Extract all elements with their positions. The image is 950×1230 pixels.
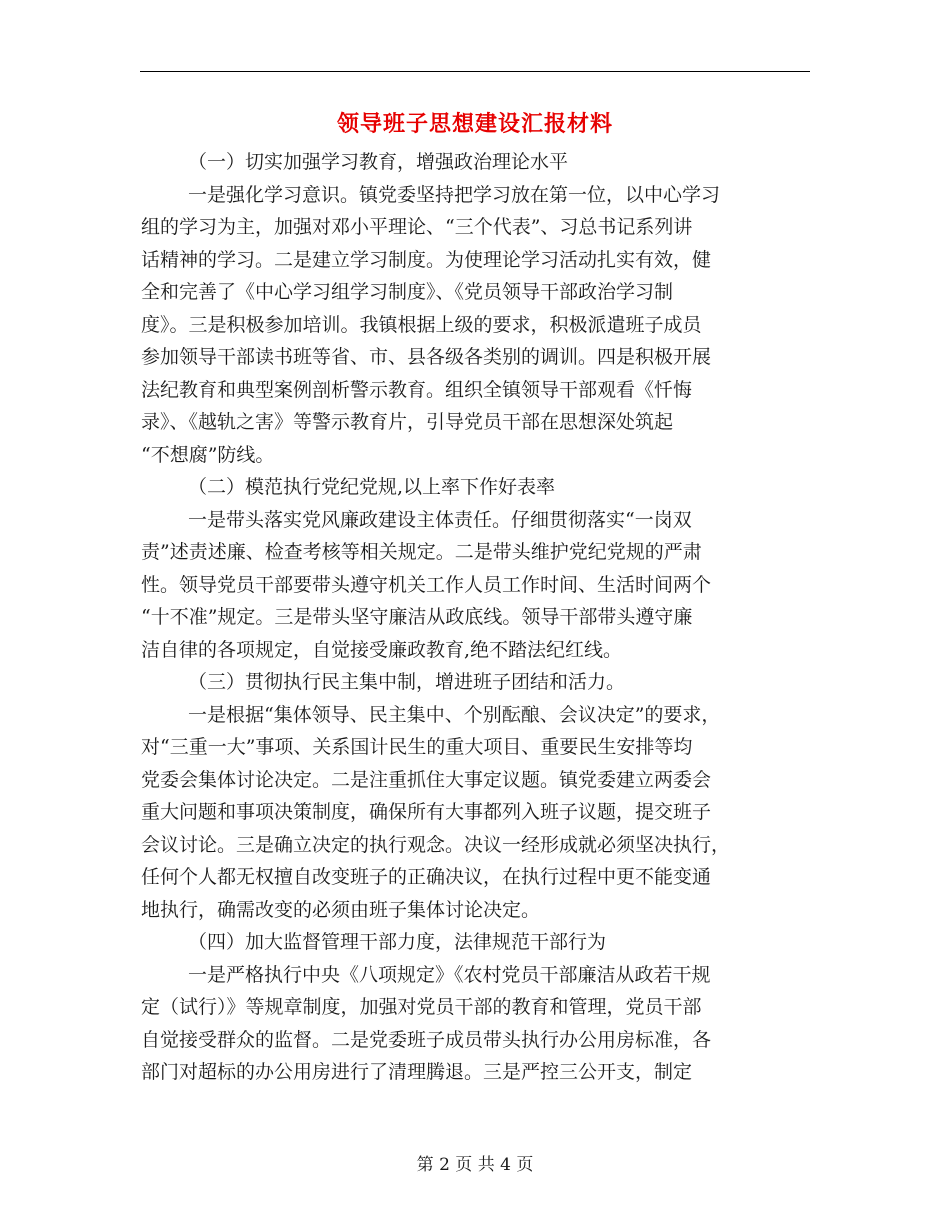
- text-line: 话精神的学习。二是建立学习制度。为使理论学习活动扎实有效，健: [141, 248, 712, 271]
- text-line: 会议讨论。三是确立决定的执行观念。决议一经形成就必须坚决执行，: [141, 833, 731, 856]
- text-line: 责”述责述廉、检查考核等相关规定。二是带头维护党纪党规的严肃: [141, 541, 702, 563]
- text-line: （三）贯彻执行民主集中制，增进班子团结和活力。: [188, 671, 626, 693]
- text-line: 重大问题和事项决策制度，确保所有大事都列入班子议题，提交班子: [141, 801, 712, 823]
- text-line: 部门对超标的办公用房进行了清理腾退。三是严控三公开支，制定: [141, 1061, 693, 1083]
- header-rule: [140, 71, 810, 72]
- text-line: 一是强化学习意识。镇党委坚持把学习放在第一位，以中心学习: [188, 183, 721, 206]
- text-line: 对“三重一大”事项、关系国计民生的重大项目、重要民生安排等均: [141, 736, 693, 758]
- text-line: 组的学习为主，加强对邓小平理论、“三个代表”、习总书记系列讲: [141, 216, 693, 238]
- text-line: 法纪教育和典型案例剖析警示教育。组织全镇领导干部观看《忏悔: [141, 378, 693, 401]
- text-line: “不想腐”防线。: [141, 443, 275, 466]
- text-line: 录》、《越轨之害》等警示教育片，引导党员干部在思想深处筑起: [141, 411, 674, 433]
- text-line: 自觉接受群众的监督。二是党委班子成员带头执行办公用房标准，各: [141, 1028, 712, 1051]
- text-line: 任何个人都无权擅自改变班子的正确决议，在执行过程中更不能变通: [141, 866, 712, 888]
- text-line: 地执行，确需改变的必须由班子集体讨论决定。: [141, 898, 541, 921]
- text-line: 一是严格执行中央《八项规定》《农村党员干部廉洁从政若干规: [188, 963, 711, 986]
- text-line: 洁自律的各项规定，自觉接受廉政教育,绝不踏法纪红线。: [141, 638, 623, 661]
- text-line: 党委会集体讨论决定。二是注重抓住大事定议题。镇党委建立两委会: [141, 768, 712, 791]
- text-line: （四）加大监督管理干部力度，法律规范干部行为: [188, 931, 607, 953]
- text-line: “十不准”规定。三是带头坚守廉洁从政底线。领导干部带头遵守廉: [141, 606, 693, 628]
- document-body: [141, 146, 805, 1089]
- text-line: 参加领导干部读书班等省、市、县各级各类别的调训。四是积极开展: [141, 346, 712, 368]
- text-line: 全和完善了《中心学习组学习制度》、《党员领导干部政治学习制: [141, 281, 674, 303]
- text-line: 度》。三是积极参加培训。我镇根据上级的要求，积极派遣班子成员: [141, 313, 702, 336]
- text-line: 性。领导党员干部要带头遵守机关工作人员工作时间、生活时间两个: [141, 573, 712, 596]
- text-line: （一）切实加强学习教育，增强政治理论水平: [188, 151, 569, 173]
- document-title: 领导班子思想建设汇报材料: [336, 111, 613, 137]
- text-line: 定（试行）》等规章制度，加强对党员干部的教育和管理，党员干部: [141, 996, 702, 1018]
- text-line: 一是带头落实党风廉政建设主体责任。仔细贯彻落实“一岗双: [188, 508, 692, 531]
- text-line: （二）模范执行党纪党规,以上率下作好表率: [188, 476, 556, 498]
- text-line: 一是根据“集体领导、民主集中、个别酝酿、会议决定”的要求，: [188, 703, 721, 726]
- page-footer: 第 2 页 共 4 页: [416, 1155, 534, 1175]
